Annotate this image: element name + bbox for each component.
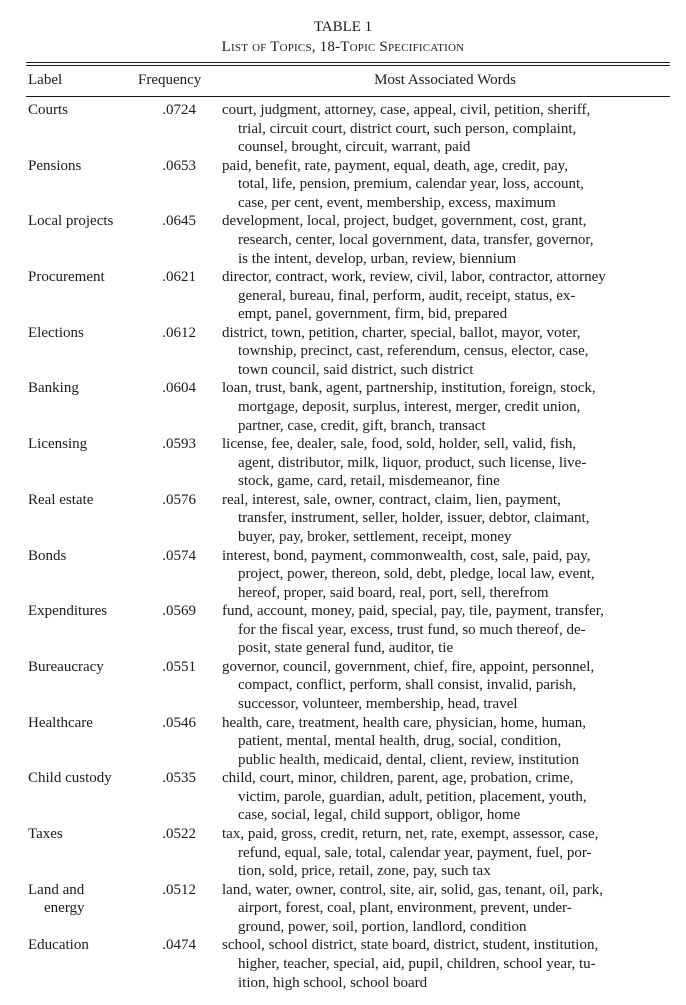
- table-body: [0, 101, 686, 992]
- words-line: research, center, local government, data, transfer, governor,: [238, 231, 594, 248]
- top-rule-double: [26, 65, 670, 66]
- topic-words: [222, 157, 670, 213]
- words-line: patient, mental, mental health, drug, social, condition,: [238, 733, 562, 750]
- words-line: project, power, thereon, sold, debt, pledge, local law, event,: [238, 566, 595, 583]
- topic-label-line: Local projects: [28, 213, 114, 230]
- words-line: license, fee, dealer, sale, food, sold, holder, sell, valid, fish,: [222, 436, 577, 453]
- topic-frequency: .0522: [162, 825, 196, 842]
- words-line: higher, teacher, special, aid, pupil, children, school year, tu-: [238, 955, 596, 972]
- topic-frequency: .0593: [162, 436, 196, 453]
- topic-label-line: Bureaucracy: [28, 658, 104, 675]
- table-row: [0, 435, 686, 491]
- words-line: posit, state general fund, auditor, tie: [238, 640, 454, 657]
- words-line: general, bureau, final, perform, audit, receipt, status, ex-: [238, 287, 576, 304]
- topic-label-line: Licensing: [28, 436, 88, 453]
- table-subtitle: List of Topics, 18-Topic Specification: [221, 39, 465, 55]
- topic-label-line: Pensions: [28, 157, 82, 174]
- words-line: tax, paid, gross, credit, return, net, rate, exempt, assessor, case,: [222, 825, 599, 842]
- words-line: stock, game, card, retail, misdemeanor, fine: [238, 473, 500, 490]
- topic-label-line: Land and: [28, 881, 85, 898]
- table-header: [0, 70, 686, 92]
- words-line: governor, council, government, chief, fire, appoint, personnel,: [222, 658, 595, 675]
- topic-label-line: Child custody: [28, 770, 112, 787]
- topic-frequency: .0653: [162, 157, 196, 174]
- topic-words: [222, 547, 670, 603]
- table-row: [0, 379, 686, 435]
- header-words: Most Associated Words: [374, 72, 516, 88]
- words-line: compact, conflict, perform, shall consist, invalid, parish,: [238, 677, 577, 694]
- words-line: ground, power, soil, portion, landlord, condition: [238, 918, 527, 935]
- topic-label-continuation: energy: [44, 900, 85, 917]
- topic-words: [222, 602, 670, 658]
- words-line: paid, benefit, rate, payment, equal, death, age, credit, pay,: [222, 157, 568, 174]
- table-row: [0, 658, 686, 714]
- topic-frequency: .0621: [162, 269, 196, 286]
- words-line: counsel, brought, circuit, warrant, paid: [238, 139, 471, 156]
- table-row: [0, 491, 686, 547]
- header-label: Label: [28, 72, 63, 88]
- words-line: development, local, project, budget, government, cost, grant,: [222, 213, 587, 230]
- table-row: [0, 769, 686, 825]
- words-line: director, contract, work, review, civil, labor, contractor, attorney: [222, 269, 606, 286]
- words-line: total, life, pension, premium, calendar year, loss, account,: [238, 176, 584, 193]
- topic-words: [222, 825, 670, 881]
- topic-words: [222, 658, 670, 714]
- words-line: trial, circuit court, district court, such person, complaint,: [238, 120, 577, 137]
- words-line: interest, bond, payment, commonwealth, cost, sale, paid, pay,: [222, 547, 591, 564]
- topic-frequency: .0645: [162, 213, 196, 230]
- topic-frequency: .0724: [162, 102, 196, 118]
- topic-label-line: Education: [28, 937, 89, 954]
- words-line: empt, panel, government, firm, bid, prepared: [238, 306, 508, 323]
- words-line: district, town, petition, charter, special, ballot, mayor, voter,: [222, 324, 581, 341]
- topic-words: [222, 714, 670, 770]
- topic-frequency: .0574: [162, 547, 196, 564]
- topic-frequency: .0604: [162, 380, 196, 397]
- topic-words: [222, 491, 670, 547]
- words-line: case, per cent, event, membership, excess, maximum: [238, 194, 556, 211]
- table-row: [0, 602, 686, 658]
- words-line: public health, medicaid, dental, client, review, institution: [238, 751, 580, 768]
- topic-words: [222, 268, 670, 324]
- table-row: [0, 101, 686, 157]
- topic-words: [222, 435, 670, 491]
- header-rule: [26, 96, 670, 97]
- table-title: TABLE 1: [313, 19, 373, 35]
- words-line: successor, volunteer, membership, head, travel: [238, 696, 518, 713]
- words-line: real, interest, sale, owner, contract, claim, lien, payment,: [222, 491, 561, 508]
- words-line: mortgage, deposit, surplus, interest, merger, credit union,: [238, 399, 581, 416]
- header-frequency: Frequency: [138, 72, 202, 88]
- table-row: [0, 268, 686, 324]
- words-line: land, water, owner, control, site, air, solid, gas, tenant, oil, park,: [222, 881, 604, 898]
- topic-words: [222, 101, 670, 157]
- words-line: agent, distributor, milk, liquor, product, such license, live-: [238, 454, 587, 471]
- words-line: township, precinct, cast, referendum, census, elector, case,: [238, 343, 589, 360]
- words-line: airport, forest, coal, plant, environment, prevent, under-: [238, 900, 572, 917]
- words-line: ition, high school, school board: [238, 974, 428, 991]
- topic-label-line: Courts: [28, 102, 69, 118]
- topic-frequency: .0551: [162, 658, 196, 675]
- words-line: for the fiscal year, excess, trust fund, so much thereof, de-: [238, 621, 586, 638]
- topic-frequency: .0576: [162, 491, 196, 508]
- topic-label-line: Healthcare: [28, 714, 93, 731]
- table-row: [0, 547, 686, 603]
- words-line: school, school district, state board, district, student, institution,: [222, 937, 599, 954]
- topic-frequency: .0546: [162, 714, 196, 731]
- topic-label-line: Bonds: [28, 547, 67, 564]
- table-row: [0, 881, 686, 937]
- top-rule: [26, 62, 670, 63]
- words-line: is the intent, develop, urban, review, biennium: [238, 250, 517, 267]
- topic-words: [222, 881, 670, 937]
- words-line: victim, parole, guardian, adult, petition, placement, youth,: [238, 788, 587, 805]
- topic-label-line: Banking: [28, 380, 79, 397]
- topic-frequency: .0612: [162, 324, 196, 341]
- words-line: transfer, instrument, seller, holder, issuer, debtor, claimant,: [238, 510, 590, 527]
- topic-words: [222, 936, 670, 992]
- words-line: town council, said district, such district: [238, 361, 474, 378]
- words-line: partner, case, credit, gift, branch, transact: [238, 417, 486, 434]
- table-row: [0, 212, 686, 268]
- table-row: [0, 936, 686, 992]
- words-line: buyer, pay, broker, settlement, receipt, money: [238, 529, 512, 545]
- table-row: [0, 157, 686, 213]
- words-line: child, court, minor, children, parent, age, probation, crime,: [222, 770, 574, 787]
- topic-words: [222, 769, 670, 825]
- topic-words: [222, 379, 670, 435]
- table-row: [0, 825, 686, 881]
- topic-label-line: Elections: [28, 324, 84, 341]
- topic-frequency: .0569: [162, 603, 196, 620]
- topic-label-line: Real estate: [28, 491, 94, 508]
- words-line: fund, account, money, paid, special, pay, tile, payment, transfer,: [222, 603, 604, 620]
- topic-words: [222, 212, 670, 268]
- topic-label-line: Taxes: [28, 825, 63, 842]
- words-line: refund, equal, sale, total, calendar year, payment, fuel, por-: [238, 844, 592, 861]
- topic-frequency: .0512: [162, 881, 196, 898]
- words-line: loan, trust, bank, agent, partnership, institution, foreign, stock,: [222, 380, 596, 397]
- topic-frequency: .0535: [162, 770, 196, 787]
- words-line: tion, sold, price, retail, zone, pay, such tax: [238, 863, 491, 880]
- words-line: hereof, proper, said board, real, port, sell, therefrom: [238, 584, 549, 601]
- topic-frequency: .0474: [162, 937, 196, 954]
- words-line: court, judgment, attorney, case, appeal, civil, petition, sheriff,: [222, 102, 591, 118]
- words-line: case, social, legal, child support, obligor, home: [238, 807, 521, 824]
- table-row: [0, 324, 686, 380]
- topic-label-line: Expenditures: [28, 603, 108, 620]
- topic-label-line: Procurement: [28, 269, 105, 286]
- table-row: [0, 714, 686, 770]
- words-line: health, care, treatment, health care, physician, home, human,: [222, 714, 587, 731]
- topic-words: [222, 324, 670, 380]
